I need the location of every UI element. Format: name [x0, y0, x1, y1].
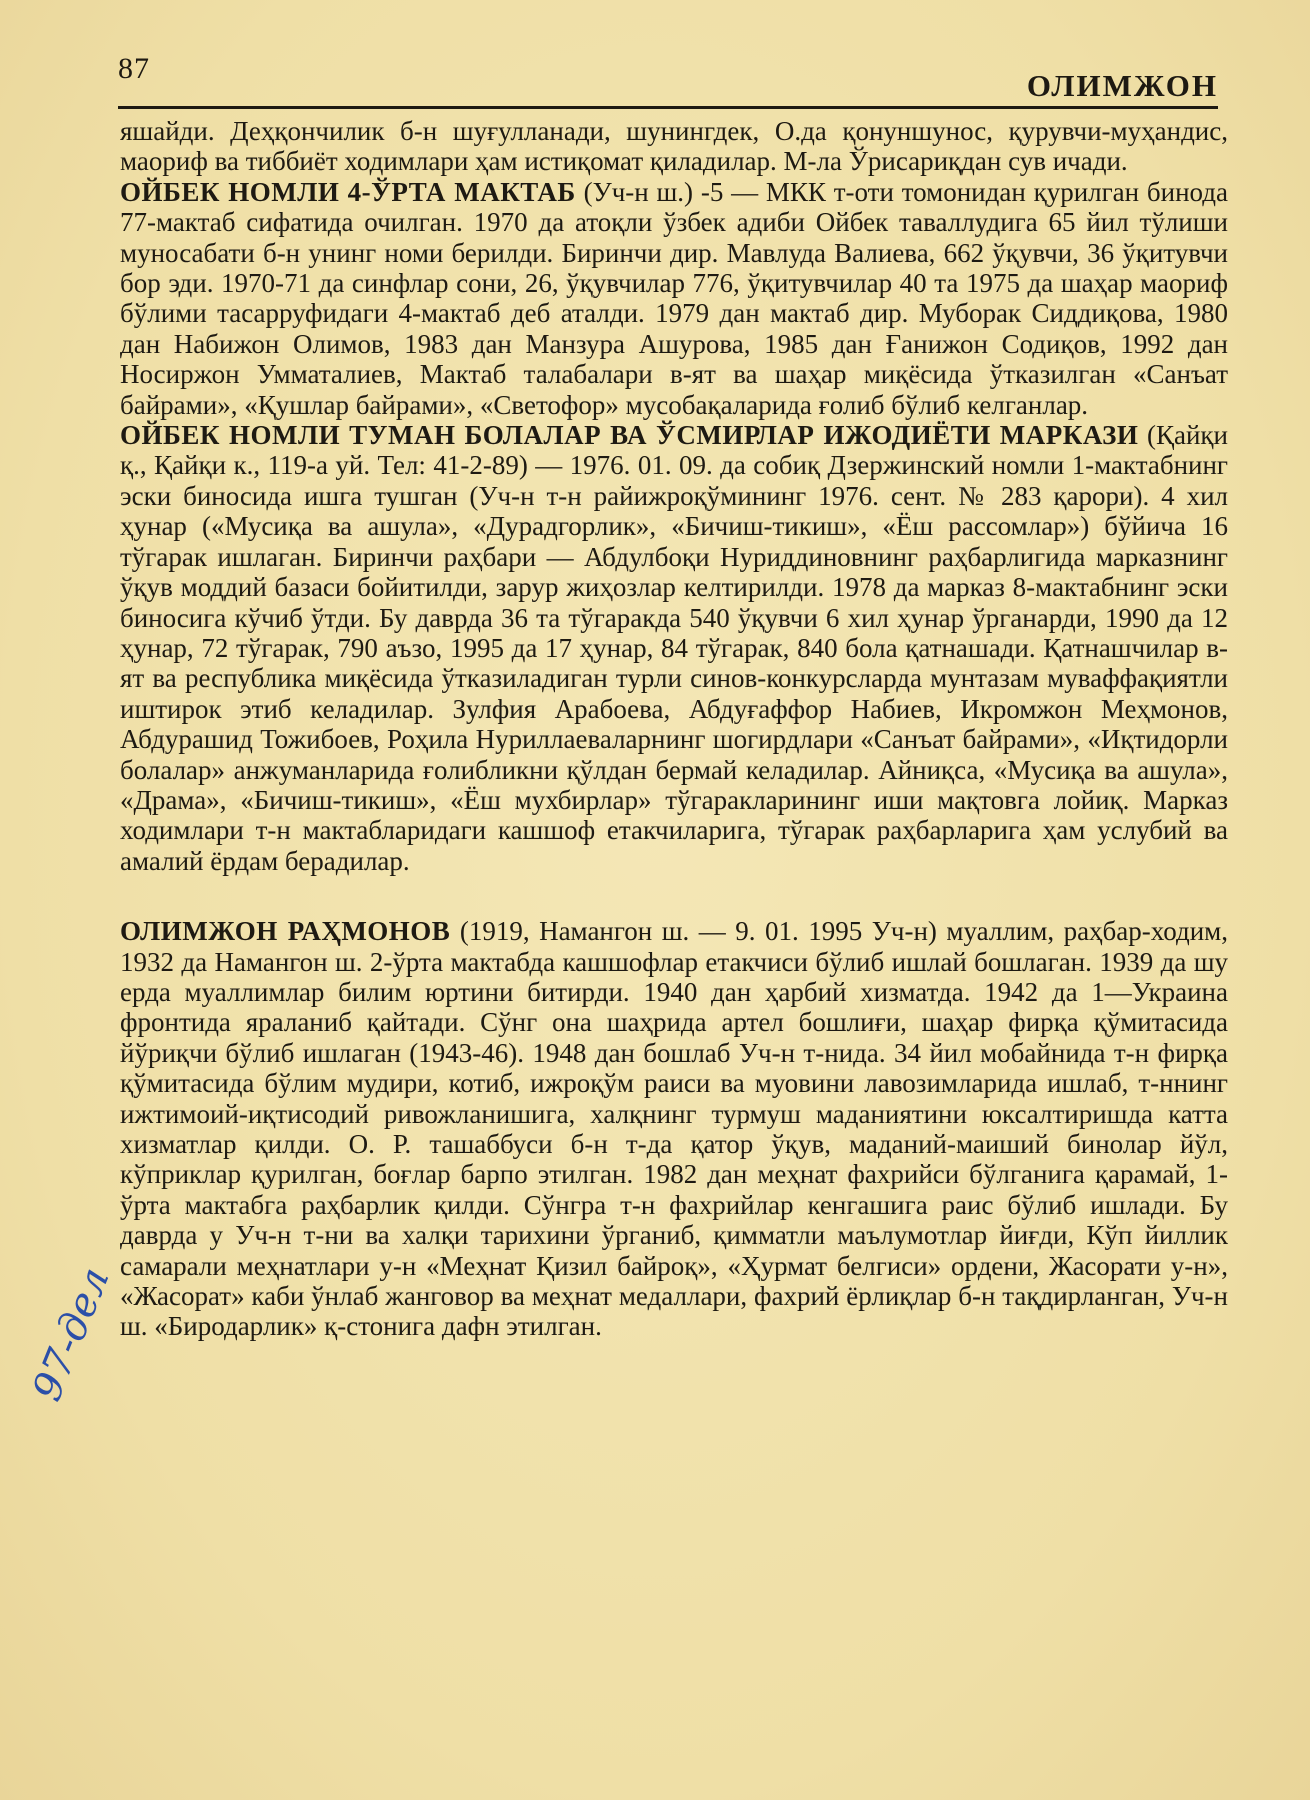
- entry-text: (Қайқи қ., Қайқи к., 119-а уй. Тел: 41-2-89) — 1976. 01. 09. да собиқ Дзержинский номли 1-мактабнинг эски биносида ишга тушган (Уч-н т-н райижроқўмининг 1976. сент. № 283 қарори). 4 хил ҳунар («Мусиқа ва ашула», «Дурадгорлик», «Бичиш-тикиш», «Ёш рассомлар») бўйича 16 тўгарак ишлаган. Биринчи раҳбари — Абдулбоқи Нуриддиновнинг раҳбарлигида марказнинг ўқув моддий базаси бойитилди, зарур жиҳозлар келтирилди. 1978 да марказ 8-мактабнинг эски биносига кўчиб ўтди. Бу даврда 36 та тўгаракда 540 ўқувчи 6 хил ҳунар ўрганарди, 1990 да 12 ҳунар, 72 тўгарак, 790 аъзо, 1995 да 17 ҳунар, 84 тўгарак, 840 бола қатнашади. Қатнашчилар в-ят ва республика миқёсида ўтказиладиган турли синов-конкурсларда мунтазам муваффақиятли иштирок этиб келадилар. Зулфия Арабоева, Абдуғаффор Набиев, Икромжон Меҳмонов, Абдурашид Тожибоев, Роҳила Нуриллаеваларнинг шогирдлари «Санъат байрами», «Иқтидорли болалар» анжуманларида ғолибликни қўлдан бермай келадилар. Айниқса, «Мусиқа ва ашула», «Драма», «Бичиш-тикиш», «Ёш мухбирлар» тўгаракларининг иши мақтовга лойиқ. Марказ ходимлари т-н мактабларидаги кашшоф етакчиларига, тўгарак раҳбарларига ҳам услубий ва амалий ёрдам берадилар.: [120, 420, 1229, 876]
- handwritten-margin-note: 97-дел: [24, 1261, 119, 1408]
- entry-oybek-children-center: [120, 420, 1228, 876]
- entry-spacer: [120, 876, 1228, 916]
- entry-text: (1919, Намангон ш. — 9. 01. 1995 Уч-н) муаллим, раҳбар-ходим, 1932 да Намангон ш. 2-ўрта мактабда кашшофлар етакчиси бўлиб ишлай бошлаган. 1939 да шу ерда муаллимлар билим юртини битирди. 1940 дан ҳарбий хизматда. 1942 да 1—Украина фронтида яраланиб қайтади. Сўнг она шаҳрида артел бошлиғи, шаҳар фирқа қўмитасида йўриқчи бўлиб ишлаган (1943-46). 1948 дан бошлаб Уч-н т-нида. 34 йил мобайнида т-н фирқа қўмитасида бўлим мудири, котиб, ижроқўм раиси ва муовини лавозимларида ишлаб, т-ннинг ижтимоий-иқтисодий ривожланишига, халқнинг турмуш маданиятини юксалтиришда катта хизматлар қилди. О. Р. ташаббуси б-н т-да қатор ўқув, маданий-маиший бинолар йўл, кўприклар қурилган, боғлар барпо этилган. 1982 дан меҳнат фахрийси бўлганига қарамай, 1-ўрта мактабга раҳбарлик қилди. Сўнгра т-н фахрийлар кенгашига раис бўлиб ишлади. Бу даврда у Уч-н т-ни ва халқи тарихини ўрганиб, қимматли маълумотлар йиғди, Кўп йиллик самарали меҳнатлари у-н «Меҳнат Қизил байроқ», «Ҳурмат белгиси» ордени, Жасорати у-н», «Жасорат» каби ўнлаб жанговор ва меҳнат медаллари, фахрий ёрлиқлар б-н тақдирланган, Уч-н ш. «Биродарлик» қ-стонига дафн этилган.: [120, 916, 1228, 1342]
- entry-text: яшайди. Деҳқончилик б-н шуғулланади, шунингдек, О.да қонуншунос, қурувчи-муҳандис, маориф ва тиббиёт ходимлари ҳам истиқомат қиладилар. М-ла Ўрисариқдан сув ичади.: [120, 116, 1228, 177]
- running-head: ОЛИМЖОН: [1026, 68, 1218, 103]
- entry-headword: ОЙБЕК НОМЛИ 4-ЎРТА МАКТАБ: [120, 176, 576, 207]
- page-header: [118, 48, 1218, 108]
- page-number: 87: [118, 52, 150, 85]
- entry-text: (Уч-н ш.) -5 — МКК т-оти томонидан қурилган бинода 77-мактаб сифатида очилган. 1970 да атоқли ўзбек адиби Ойбек таваллудига 65 йил тўлиши муносабати б-н унинг номи берилди. Биринчи дир. Мавлуда Валиева, 662 ўқувчи, 36 ўқитувчи бор эди. 1970-71 да синфлар сони, 26, ўқувчилар 776, ўқитувчилар 40 та 1975 да шаҳар маориф бўлими тасарруфидаги 4-мактаб деб аталди. 1979 дан мактаб дир. Муборак Сиддиқова, 1980 дан Набижон Олимов, 1983 дан Манзура Ашурова, 1985 дан Ғанижон Содиқов, 1992 дан Носиржон Умматалиев, Мактаб талабалари в-ят ва шаҳар миқёсида ўтказилган «Санъат байрами», «Қушлар байрами», «Светофор» мусобақаларида ғолиб бўлиб келганлар.: [120, 176, 1228, 420]
- entry-continuation: [120, 116, 1228, 177]
- entry-headword: ОЙБЕК НОМЛИ ТУМАН БОЛАЛАР ВА ЎСМИРЛАР ИЖОДИЁТИ МАРКАЗИ: [120, 420, 1139, 451]
- header-rule: [118, 106, 1218, 109]
- page-body: [120, 116, 1228, 1342]
- entry-oybek-school: [120, 177, 1228, 420]
- entry-headword: ОЛИМЖОН РАҲМОНОВ: [120, 916, 451, 947]
- entry-olimjon-rahmonov: [120, 916, 1228, 1342]
